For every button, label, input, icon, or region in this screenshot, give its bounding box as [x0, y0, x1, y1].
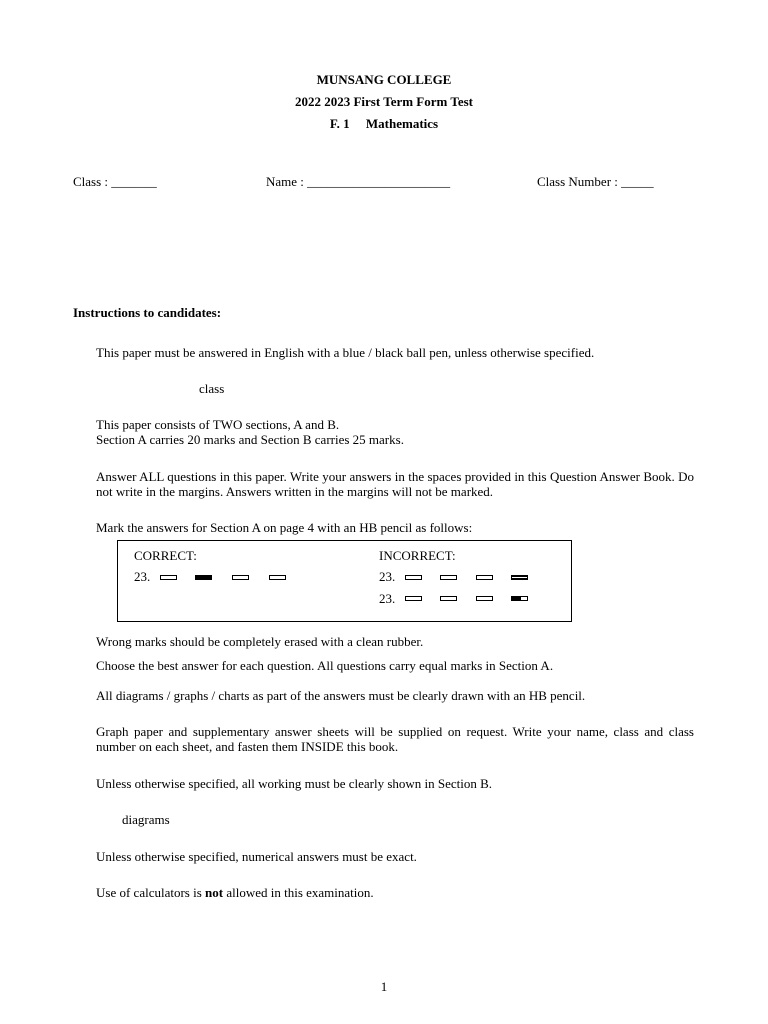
answer-bubble: [405, 596, 422, 601]
instruction-diagrams: All diagrams / graphs / charts as part of the answers must be clearly drawn with an HB pencil.: [96, 688, 586, 703]
calculators-text-before: Use of calculators is: [96, 885, 206, 900]
sections-line-2: Section A carries 20 marks and Section B carries 25 marks.: [96, 432, 404, 447]
instruction-answer-all: Answer ALL questions in this paper. Write your answers in the spaces provided in this Question Answer Book. Do not write in the margins. Answers written in the margins will not be marked.: [96, 469, 694, 499]
answer-bubble-partially-filled: [511, 596, 528, 601]
answer-bubble: [405, 575, 422, 580]
instruction-working-note: diagrams: [122, 812, 170, 827]
instruction-exact-answers: Unless otherwise specified, numerical answers must be exact.: [96, 849, 417, 864]
calculators-text-bold: not: [205, 885, 224, 900]
correct-label: CORRECT:: [134, 548, 197, 563]
answer-bubble: [476, 596, 493, 601]
name-field: Name : ______________________: [266, 174, 451, 189]
incorrect-question-number-2: 23.: [379, 591, 396, 606]
calculators-text-after: allowed in this examination.: [223, 885, 374, 900]
incorrect-question-number-1: 23.: [379, 569, 396, 584]
instruction-erase: Wrong marks should be completely erased with a clean rubber.: [96, 634, 424, 649]
answer-bubble: [232, 575, 249, 580]
instruction-working: Unless otherwise specified, all working must be clearly shown in Section B.: [96, 776, 493, 791]
answer-bubble: [440, 575, 457, 580]
instruction-best-answer: Choose the best answer for each question. All questions carry equal marks in Section A.: [96, 658, 554, 673]
answer-bubble: [160, 575, 177, 580]
form-subject: [0, 116, 768, 132]
answer-bubble-filled: [195, 575, 212, 580]
answer-bubble: [440, 596, 457, 601]
instruction-pen-note: class: [199, 381, 225, 396]
school-name: MUNSANG COLLEGE: [316, 72, 452, 87]
incorrect-label: INCORRECT:: [379, 548, 456, 563]
answer-bubble: [269, 575, 286, 580]
class-number-field: Class Number : _____: [537, 174, 654, 189]
instruction-mark-answers: Mark the answers for Section A on page 4 with an HB pencil as follows:: [96, 520, 473, 535]
test-title: 2022 2023 First Term Form Test: [294, 94, 473, 109]
instruction-sections: [96, 417, 694, 447]
sections-line-1: This paper consists of TWO sections, A and B.: [96, 417, 340, 432]
instruction-pen: This paper must be answered in English with a blue / black ball pen, unless otherwise specified.: [96, 345, 595, 360]
instructions-heading: Instructions to candidates:: [73, 305, 222, 320]
answer-bubble-lightly-marked: [511, 575, 528, 580]
instruction-graph-paper: Graph paper and supplementary answer sheets will be supplied on request. Write your name, class and class number on each sheet, and fasten them INSIDE this book.: [96, 724, 694, 754]
answer-marking-example: [117, 540, 572, 622]
class-field: Class : _______: [73, 174, 157, 189]
form-label: F. 1: [329, 116, 350, 131]
subject-label: Mathematics: [365, 116, 439, 131]
instruction-calculators: [96, 885, 694, 900]
correct-question-number: 23.: [134, 569, 151, 584]
page-number: 1: [380, 979, 388, 994]
answer-bubble: [476, 575, 493, 580]
